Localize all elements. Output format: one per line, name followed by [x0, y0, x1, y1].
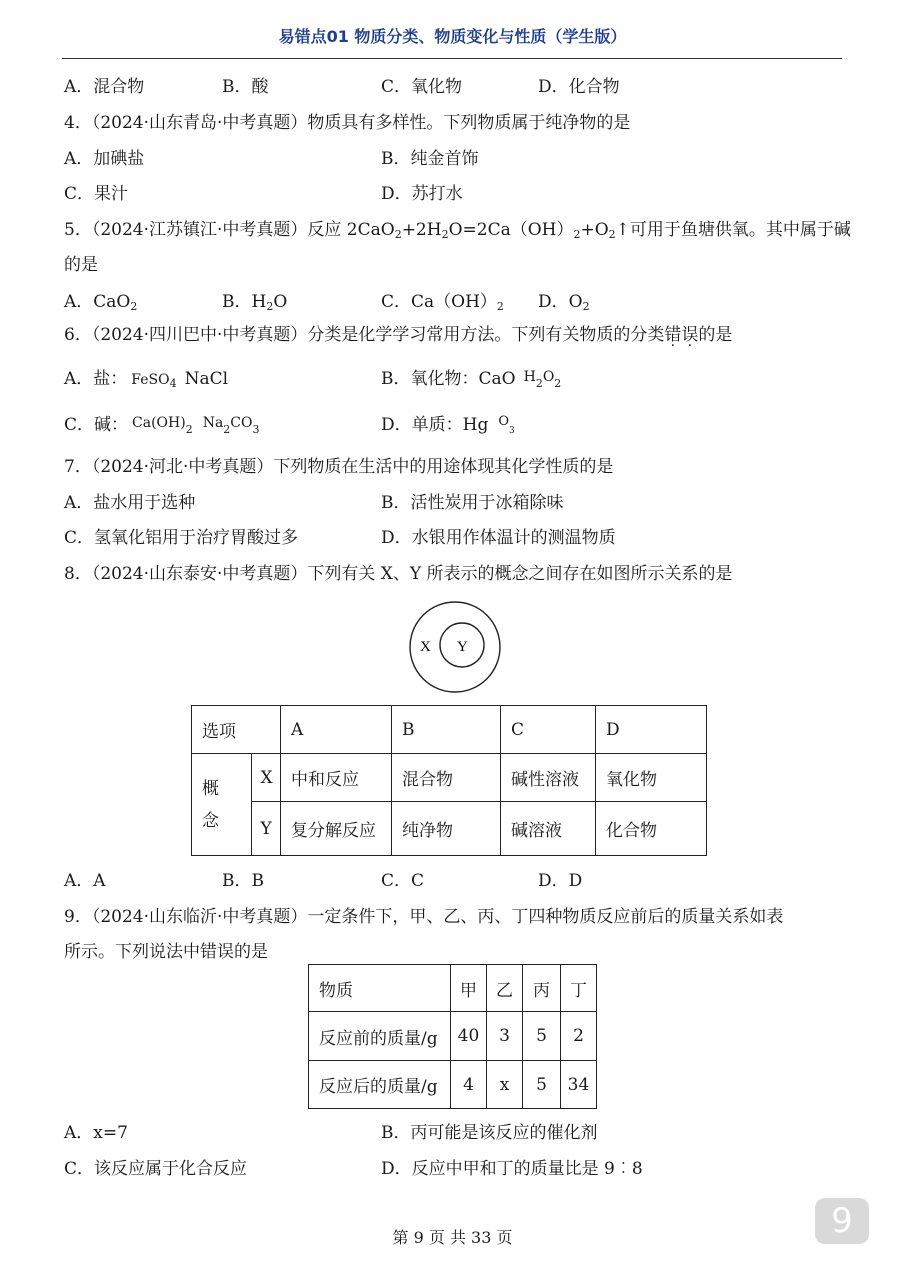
table-cell: 34 — [561, 1061, 597, 1109]
q4-option-b: B．纯金首饰 — [381, 149, 479, 169]
table-cell: 3 — [487, 1012, 523, 1061]
table-header-cell: D — [596, 706, 707, 754]
label-y: Y — [457, 639, 468, 655]
q4-stem: 4．（2024·山东青岛·中考真题）物质具有多样性。下列物质属于纯净物的是 — [64, 113, 631, 133]
table-cell: 纯净物 — [392, 802, 501, 856]
q8-option-b: B．B — [222, 871, 264, 891]
q9-stem-line2: 所示。下列说法中错误的是 — [64, 942, 268, 962]
q6-option-c: C．碱： $Ca(OH)_2$ $Na_2CO_3$ — [64, 415, 260, 436]
q8-options-table — [191, 705, 707, 856]
q7-stem: 7．（2024·河北·中考真题）下列物质在生活中的用途体现其化学性质的是 — [64, 457, 614, 477]
table-cell: 复分解反应 — [281, 802, 392, 856]
table-header-cell: A — [281, 706, 392, 754]
table-key-cell: Y — [252, 802, 281, 856]
table-cell: 反应后的质量/g — [309, 1061, 451, 1109]
q5-option-c: C．$Ca(OH)_2$ — [381, 292, 504, 313]
table-header-cell: 乙 — [487, 965, 523, 1012]
q4-option-c: C．果汁 — [64, 184, 129, 204]
table-row — [309, 1061, 597, 1109]
table-header-cell: 丙 — [523, 965, 561, 1012]
page-footer: 第 9 页 共 33 页 — [392, 1228, 513, 1247]
q5-option-a: A．CaO$_2$ — [64, 292, 138, 313]
q9-option-c: C．该反应属于化合反应 — [64, 1159, 248, 1179]
table-row — [309, 965, 597, 1012]
q4-option-d: D．苏打水 — [381, 184, 463, 204]
q9-mass-table — [308, 964, 597, 1109]
q3-option-c: C．氧化物 — [381, 77, 463, 97]
page-header-title: 易错点01 物质分类、物质变化与性质（学生版） — [278, 27, 627, 46]
emphasis-char: 误 — [681, 325, 699, 345]
q6-option-d: D．单质：Hg $^O_3$ — [381, 414, 515, 436]
q3-option-b: B．酸 — [222, 77, 269, 97]
q9-stem: 9．（2024·山东临沂·中考真题）一定条件下，甲、乙、丙、丁四种物质反应前后的质量关系如表 — [64, 907, 784, 927]
q7-option-b: B．活性炭用于冰箱除味 — [381, 493, 564, 513]
header-divider — [62, 58, 842, 59]
q4-option-a: A．加碘盐 — [64, 149, 145, 169]
q9-option-d: D．反应中甲和丁的质量比是 9︰8 — [381, 1159, 643, 1179]
table-cell: 40 — [451, 1012, 487, 1061]
table-cell: 碱性溶液 — [501, 754, 596, 802]
table-cell: 中和反应 — [281, 754, 392, 802]
table-cell: 2 — [561, 1012, 597, 1061]
table-cell: 5 — [523, 1061, 561, 1109]
q3-option-d: D．化合物 — [538, 77, 620, 97]
table-header-cell: 选项 — [192, 706, 281, 754]
table-cell: 4 — [451, 1061, 487, 1109]
table-row — [192, 706, 707, 754]
concept-venn-diagram — [400, 598, 510, 696]
table-key-cell: X — [252, 754, 281, 802]
table-row — [192, 802, 707, 856]
q5-option-d: D．$O_2$ — [538, 292, 590, 313]
table-cell: x — [487, 1061, 523, 1109]
q8-option-d: D．D — [538, 871, 583, 891]
table-row — [192, 754, 707, 802]
q8-option-c: C．C — [381, 871, 425, 891]
q6-option-b: B．氧化物：CaO $H_2O_2$ — [381, 369, 562, 390]
q3-option-a: A．混合物 — [64, 77, 145, 97]
table-header-cell: 物质 — [309, 965, 451, 1012]
q7-option-c: C．氢氧化铝用于治疗胃酸过多 — [64, 528, 299, 548]
q7-option-d: D．水银用作体温计的测温物质 — [381, 528, 616, 548]
table-header-cell: 甲 — [451, 965, 487, 1012]
q9-option-a: A．x=7 — [64, 1123, 128, 1143]
emphasis-char: 错 — [664, 325, 682, 345]
table-header-cell: 丁 — [561, 965, 597, 1012]
q7-option-a: A．盐水用于选种 — [64, 493, 196, 513]
table-cell: 混合物 — [392, 754, 501, 802]
table-row — [309, 1012, 597, 1061]
q5-stem: 5．（2024·江苏镇江·中考真题）反应 $2CaO_2+2H_2O=2Ca(OH)_2+O_2↑$可用于鱼塘供氧。其中属于碱 — [64, 220, 851, 241]
label-x: X — [420, 639, 431, 655]
q6-stem: 6．（2024·四川巴中·中考真题）分类是化学学习常用方法。下列有关物质的分类错误的是 — [64, 325, 733, 345]
table-header-cell: B — [392, 706, 501, 754]
q5-stem-line2: 的是 — [64, 255, 98, 275]
table-header-cell: C — [501, 706, 596, 754]
table-group-cell: 概念 — [192, 754, 252, 856]
q6-option-a: A．盐： FeSO$_4$ NaCl — [64, 369, 229, 390]
page-number-badge: 9 — [815, 1198, 869, 1244]
q9-option-b: B．丙可能是该反应的催化剂 — [381, 1123, 598, 1143]
q5-option-b: B．$H_2O$ — [222, 292, 288, 313]
table-cell: 碱溶液 — [501, 802, 596, 856]
table-cell: 氧化物 — [596, 754, 707, 802]
table-cell: 化合物 — [596, 802, 707, 856]
table-cell: 反应前的质量/g — [309, 1012, 451, 1061]
table-cell: 5 — [523, 1012, 561, 1061]
q8-stem: 8．（2024·山东泰安·中考真题）下列有关 X、Y 所表示的概念之间存在如图所示关系的是 — [64, 564, 733, 584]
q8-option-a: A．A — [64, 871, 106, 891]
